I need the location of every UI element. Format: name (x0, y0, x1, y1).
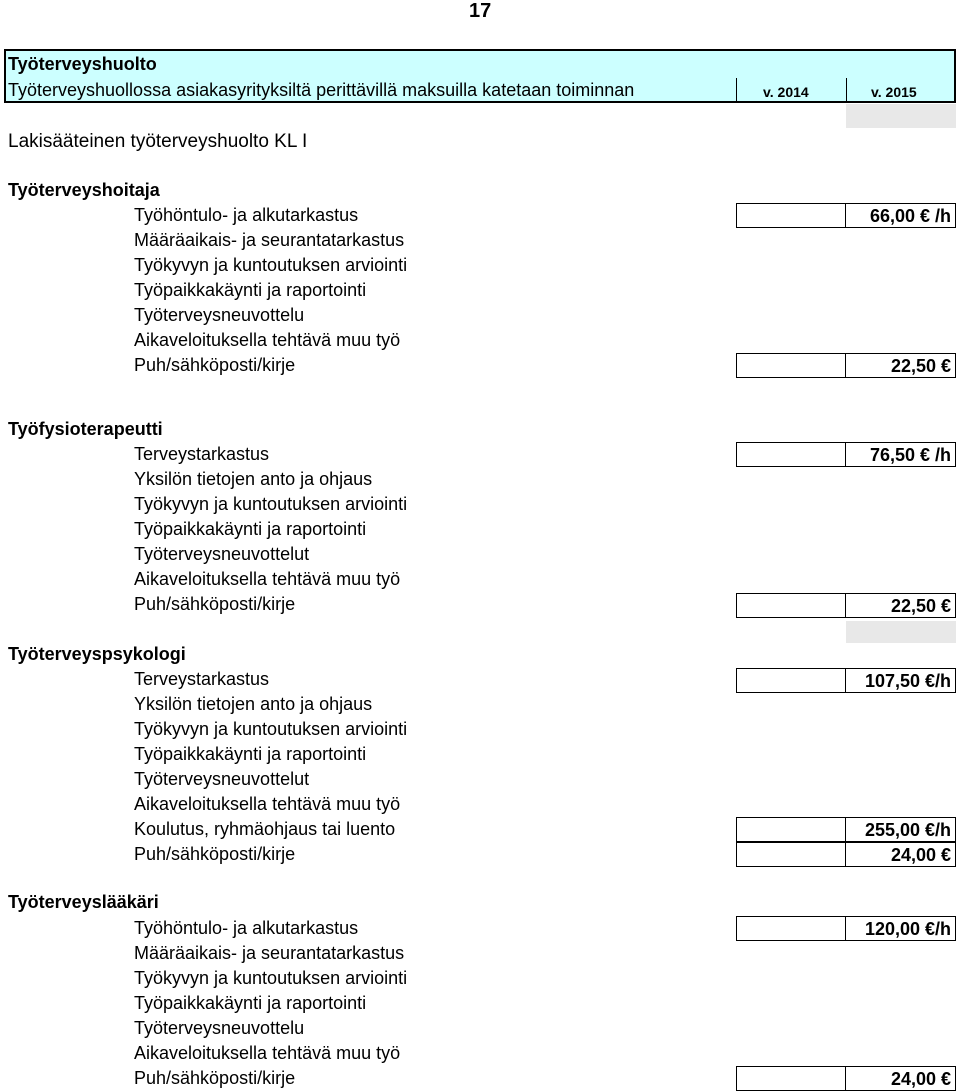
list-item: Yksilön tietojen anto ja ohjaus (134, 694, 373, 714)
price-value: 76,50 € /h (869, 445, 951, 465)
list-item: Työterveysneuvottelu (134, 1018, 305, 1038)
price-cell-2014 (736, 442, 846, 467)
year-2014-label: v. 2014 (763, 84, 809, 100)
list-item: Aikaveloituksella tehtävä muu työ (134, 569, 401, 589)
page-title: Työterveyshuolto (8, 54, 157, 74)
list-item: Puh/sähköposti/kirje (134, 844, 296, 864)
price-cell-2014 (736, 668, 846, 693)
price-cell-2015 (846, 353, 956, 378)
price-value: 24,00 € (890, 1069, 951, 1089)
list-item: Työpaikkakäynti ja raportointi (134, 744, 367, 764)
price-cell-2014 (736, 353, 846, 378)
price-cell-2014 (736, 593, 846, 618)
price-value: 120,00 €/h (864, 919, 951, 939)
group-title: Työfysioterapeutti (8, 419, 163, 439)
price-value: 22,50 € (890, 356, 951, 376)
list-item: Työpaikkakäynti ja raportointi (134, 993, 367, 1013)
list-item: Puh/sähköposti/kirje (134, 355, 296, 375)
shaded-cell (846, 621, 956, 643)
price-cell-2015 (846, 842, 956, 867)
shaded-cell (846, 104, 956, 128)
list-item: Työhöntulo- ja alkutarkastus (134, 918, 359, 938)
group-title: Työterveyshoitaja (8, 180, 160, 200)
section-heading: Lakisääteinen työterveyshuolto KL I (8, 131, 308, 152)
price-cell-2015 (846, 1066, 956, 1091)
group-title: Työterveyspsykologi (8, 644, 186, 664)
list-item: Koulutus, ryhmäohjaus tai luento (134, 819, 396, 839)
price-cell-2015 (846, 817, 956, 842)
list-item: Aikaveloituksella tehtävä muu työ (134, 1043, 401, 1063)
group-title: Työterveyslääkäri (8, 892, 159, 912)
list-item: Terveystarkastus (134, 669, 270, 689)
price-value: 22,50 € (890, 596, 951, 616)
price-cell-2015 (846, 203, 956, 228)
list-item: Yksilön tietojen anto ja ohjaus (134, 469, 373, 489)
price-value: 107,50 €/h (864, 671, 951, 691)
list-item: Työkyvyn ja kuntoutuksen arviointi (134, 968, 408, 988)
list-item: Työterveysneuvottelut (134, 544, 310, 564)
price-cell-2014 (736, 842, 846, 867)
list-item: Puh/sähköposti/kirje (134, 1068, 296, 1088)
list-item: Työkyvyn ja kuntoutuksen arviointi (134, 719, 408, 739)
list-item: Aikaveloituksella tehtävä muu työ (134, 330, 401, 350)
list-item: Työpaikkakäynti ja raportointi (134, 519, 367, 539)
price-cell-2014 (736, 916, 846, 941)
page-subtitle: Työterveyshuollossa asiakasyrityksiltä perittävillä maksuilla katetaan toiminnan (8, 80, 635, 100)
list-item: Määräaikais- ja seurantatarkastus (134, 230, 405, 250)
year-2015-label: v. 2015 (871, 84, 917, 100)
list-item: Työterveysneuvottelu (134, 305, 305, 325)
price-cell-2015 (846, 916, 956, 941)
price-cell-2015 (846, 668, 956, 693)
list-item: Puh/sähköposti/kirje (134, 594, 296, 614)
price-cell-2015 (846, 593, 956, 618)
list-item: Aikaveloituksella tehtävä muu työ (134, 794, 401, 814)
price-cell-2014 (736, 203, 846, 228)
price-cell-2014 (736, 1066, 846, 1091)
list-item: Työpaikkakäynti ja raportointi (134, 280, 367, 300)
price-cell-2014 (736, 817, 846, 842)
list-item: Määräaikais- ja seurantatarkastus (134, 943, 405, 963)
list-item: Terveystarkastus (134, 444, 270, 464)
list-item: Työhöntulo- ja alkutarkastus (134, 205, 359, 225)
price-cell-2015 (846, 442, 956, 467)
price-value: 24,00 € (890, 845, 951, 865)
price-value: 66,00 € /h (869, 206, 951, 226)
list-item: Työterveysneuvottelut (134, 769, 310, 789)
list-item: Työkyvyn ja kuntoutuksen arviointi (134, 255, 408, 275)
list-item: Työkyvyn ja kuntoutuksen arviointi (134, 494, 408, 514)
price-value: 255,00 €/h (864, 820, 951, 840)
page-number: 17 (469, 0, 492, 22)
